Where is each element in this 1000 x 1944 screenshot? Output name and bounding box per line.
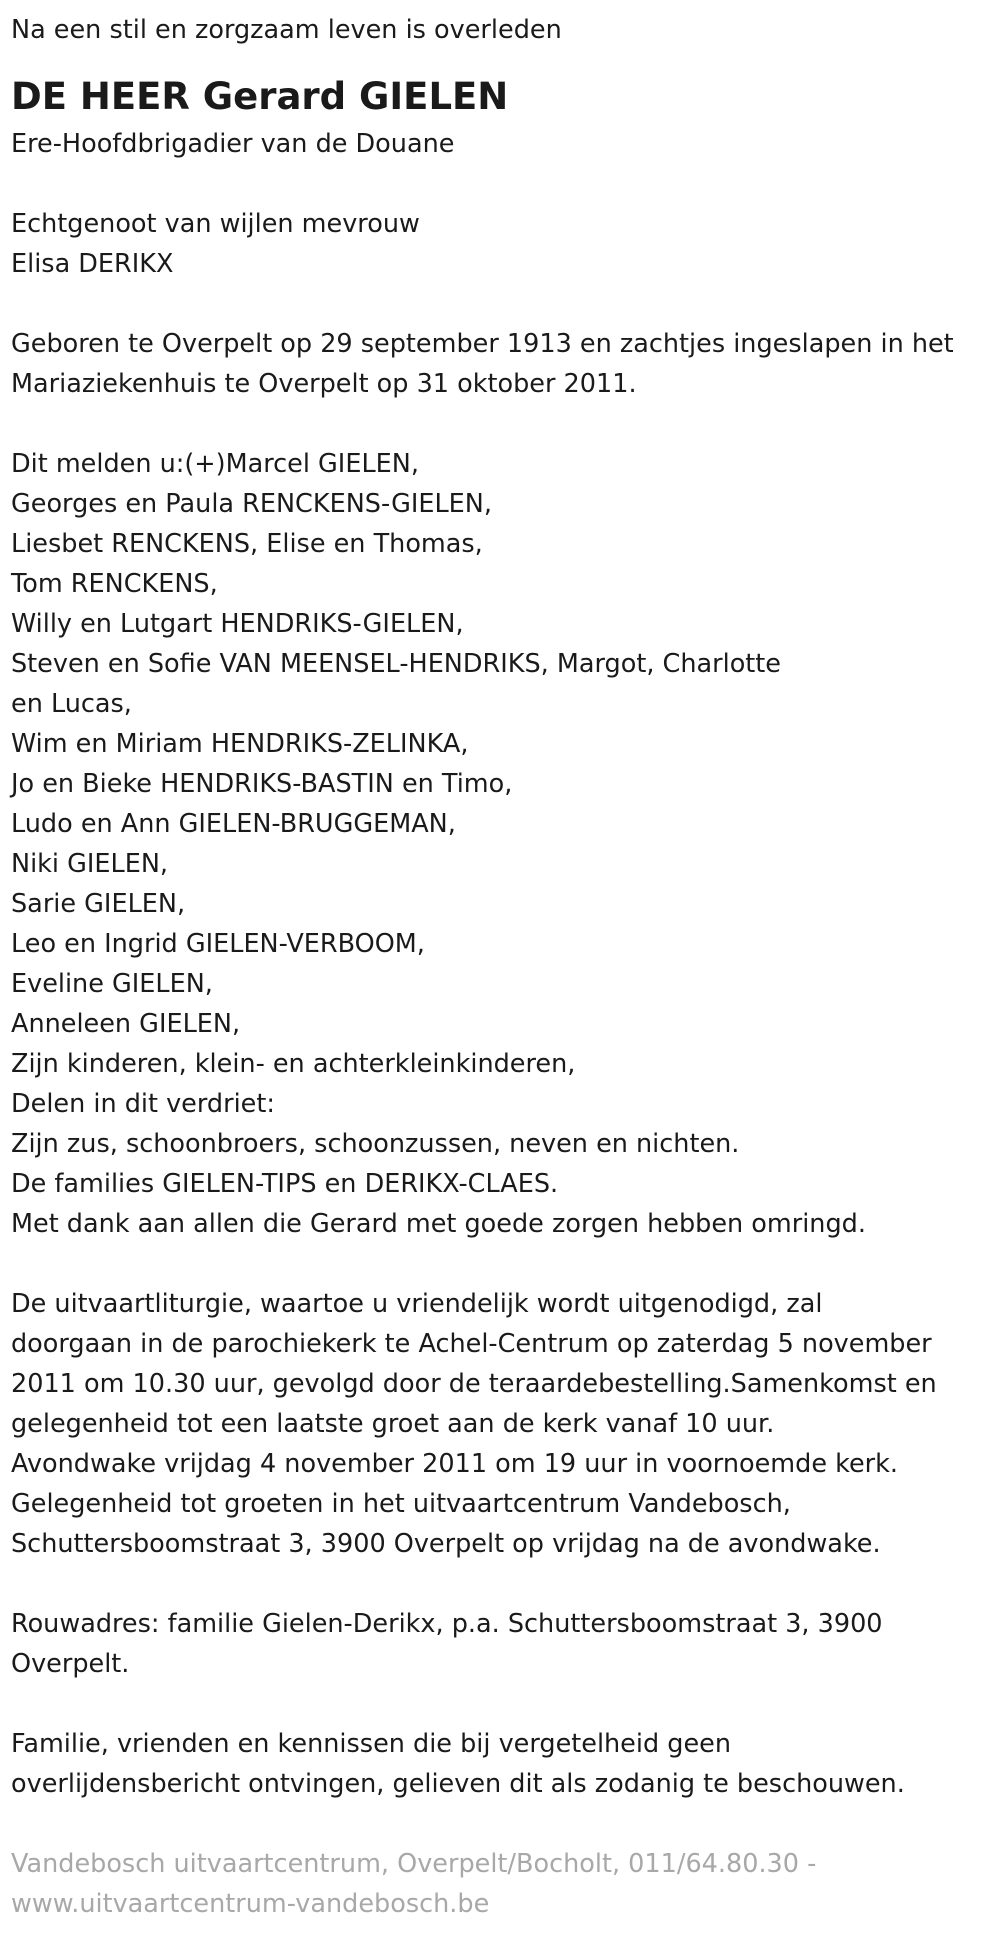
notice-block xyxy=(11,1724,985,1804)
funeral-line: Avondwake vrijdag 4 november 2011 om 19 uur in voornoemde kerk. xyxy=(11,1449,899,1479)
spouse-line: Echtgenoot van wijlen mevrouw xyxy=(11,209,420,239)
spouse-block xyxy=(11,204,985,284)
announcer-line: Ludo en Ann GIELEN-BRUGGEMAN, xyxy=(11,809,456,839)
announcer-line: Jo en Bieke HENDRIKS-BASTIN en Timo, xyxy=(11,769,513,799)
announcer-line: en Lucas, xyxy=(11,689,132,719)
announcer-line: Dit melden u:(+)Marcel GIELEN, xyxy=(11,449,419,479)
spouse-line: Elisa DERIKX xyxy=(11,249,174,279)
announcer-line: Anneleen GIELEN, xyxy=(11,1009,241,1039)
deceased-title-block xyxy=(11,124,985,164)
announcer-line: Leo en Ingrid GIELEN-VERBOOM, xyxy=(11,929,425,959)
deceased-title: Ere-Hoofdbrigadier van de Douane xyxy=(11,129,455,159)
funeral-line: Schuttersboomstraat 3, 3900 Overpelt op vrijdag na de avondwake. xyxy=(11,1529,881,1559)
announcer-line: Met dank aan allen die Gerard met goede zorgen hebben omringd. xyxy=(11,1209,866,1239)
footer-block xyxy=(11,1844,985,1924)
funeral-block xyxy=(11,1284,985,1564)
address-line: Overpelt. xyxy=(11,1649,130,1679)
deceased-name: DE HEER Gerard GIELEN xyxy=(11,75,509,118)
footer-funeral-home: Vandebosch uitvaartcentrum, Overpelt/Bocholt, 011/64.80.30 - xyxy=(11,1849,817,1879)
announcer-line: Sarie GIELEN, xyxy=(11,889,186,919)
birth-death-line: Mariaziekenhuis te Overpelt op 31 oktober 2011. xyxy=(11,369,637,399)
announcer-line: Steven en Sofie VAN MEENSEL-HENDRIKS, Margot, Charlotte xyxy=(11,649,781,679)
announcer-line: Delen in dit verdriet: xyxy=(11,1089,275,1119)
funeral-line: Gelegenheid tot groeten in het uitvaartcentrum Vandebosch, xyxy=(11,1489,791,1519)
announcers-block xyxy=(11,444,985,1244)
funeral-line: De uitvaartliturgie, waartoe u vriendelijk wordt uitgenodigd, zal xyxy=(11,1289,823,1319)
announcer-line: Willy en Lutgart HENDRIKS-GIELEN, xyxy=(11,609,464,639)
funeral-line: doorgaan in de parochiekerk te Achel-Centrum op zaterdag 5 november xyxy=(11,1329,932,1359)
intro-text: Na een stil en zorgzaam leven is overleden xyxy=(11,15,562,45)
address-line: Rouwadres: familie Gielen-Derikx, p.a. Schuttersboomstraat 3, 3900 xyxy=(11,1609,883,1639)
notice-line: Familie, vrienden en kennissen die bij vergetelheid geen xyxy=(11,1729,731,1759)
announcer-line: Georges en Paula RENCKENS-GIELEN, xyxy=(11,489,492,519)
announcer-line: De families GIELEN-TIPS en DERIKX-CLAES. xyxy=(11,1169,559,1199)
address-block xyxy=(11,1604,985,1684)
announcer-line: Wim en Miriam HENDRIKS-ZELINKA, xyxy=(11,729,469,759)
announcer-line: Eveline GIELEN, xyxy=(11,969,213,999)
announcer-line: Zijn zus, schoonbroers, schoonzussen, neven en nichten. xyxy=(11,1129,740,1159)
announcer-line: Liesbet RENCKENS, Elise en Thomas, xyxy=(11,529,483,559)
announcer-line: Tom RENCKENS, xyxy=(11,569,218,599)
notice-line: overlijdensbericht ontvingen, gelieven dit als zodanig te beschouwen. xyxy=(11,1769,905,1799)
announcer-line: Zijn kinderen, klein- en achterkleinkinderen, xyxy=(11,1049,576,1079)
funeral-line: gelegenheid tot een laatste groet aan de kerk vanaf 10 uur. xyxy=(11,1409,775,1439)
birth-death-line: Geboren te Overpelt op 29 september 1913 en zachtjes ingeslapen in het xyxy=(11,329,954,359)
announcer-line: Niki GIELEN, xyxy=(11,849,169,879)
funeral-line: 2011 om 10.30 uur, gevolgd door de teraardebestelling.Samenkomst en xyxy=(11,1369,937,1399)
birth-death-block xyxy=(11,324,985,404)
footer-website: www.uitvaartcentrum-vandebosch.be xyxy=(11,1889,490,1919)
